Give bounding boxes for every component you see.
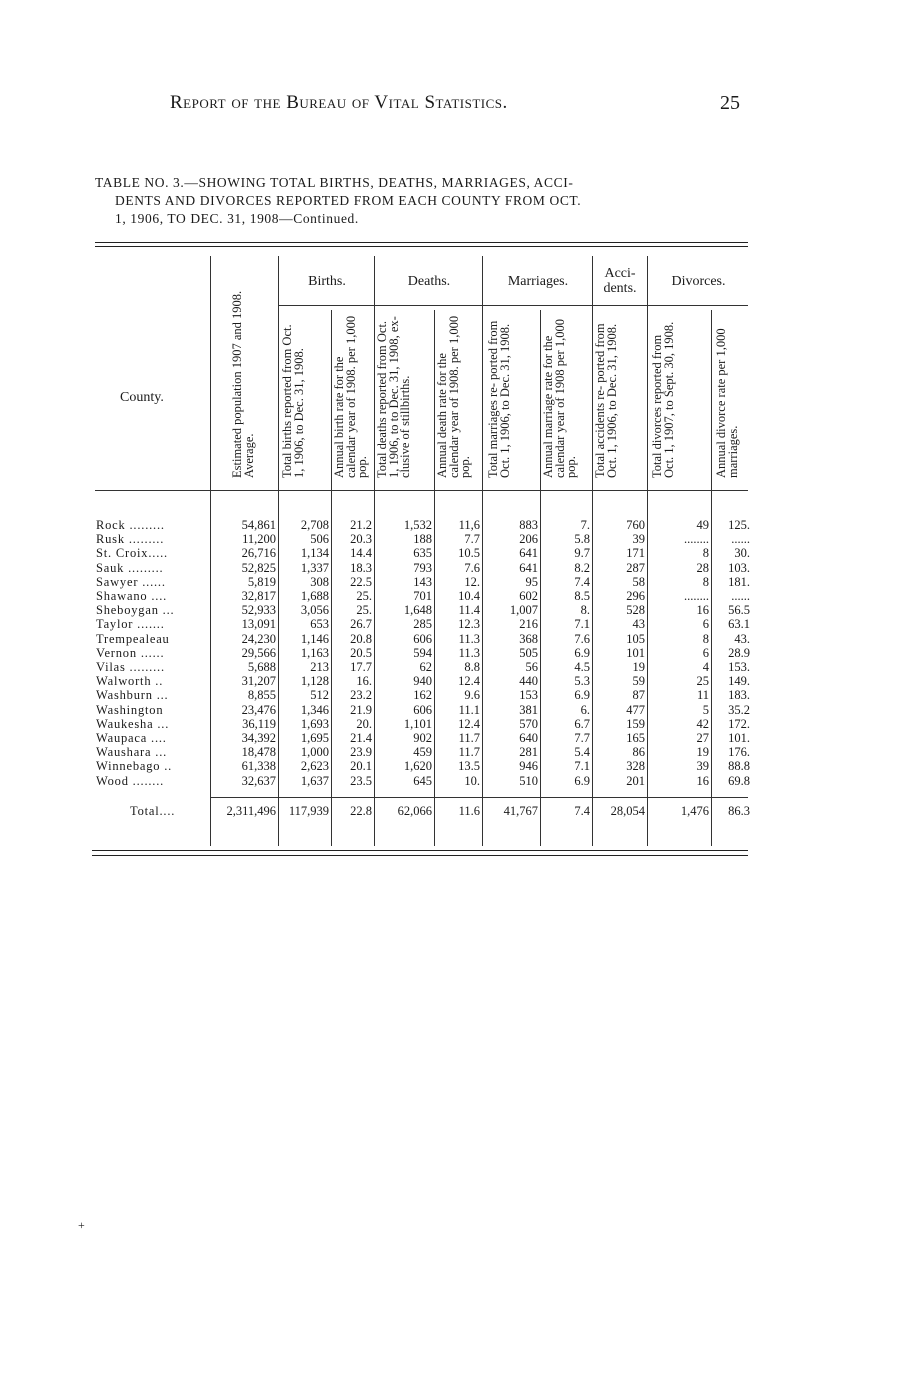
cell-deaths-rate: 12.4 (458, 716, 480, 731)
cell-births: 506 (310, 532, 329, 547)
cell-deaths: 188 (413, 532, 432, 547)
table-caption (95, 174, 755, 228)
cell-marriages-rate: 5.4 (574, 745, 590, 760)
county-name: Winnebago .. (96, 759, 173, 774)
cell-deaths-rate: 11.7 (458, 745, 480, 760)
cell-pop: 54,861 (241, 518, 276, 532)
cell-divorce-rate: ...... (731, 589, 750, 603)
cell-births-rate: 21.2 (350, 518, 372, 532)
cell-divorces: 8 (702, 546, 709, 561)
total-divorce-rate: 86.3 (728, 804, 750, 818)
divorces-group-rule (647, 305, 748, 306)
county-name: Waupaca .... (96, 731, 167, 745)
cell-divorces: 4 (702, 660, 709, 674)
cell-deaths: 940 (413, 674, 432, 689)
cell-births-rate: 20.3 (350, 532, 372, 547)
accidents-group-header: Acci- dents. (603, 266, 637, 296)
cell-pop: 31,207 (241, 674, 276, 689)
cell-deaths-rate: 11.7 (458, 731, 480, 745)
cell-deaths-rate: 11.3 (458, 645, 480, 660)
cell-accidents: 528 (626, 603, 645, 618)
cell-deaths-rate: 10.4 (458, 589, 480, 603)
cell-divorce-rate: 125. (728, 518, 750, 532)
cell-divorce-rate: 181. (728, 574, 750, 589)
table-row (0, 532, 900, 547)
table-row (0, 759, 900, 774)
caption-line-1: TABLE NO. 3.—SHOWING TOTAL BIRTHS, DEATHS, MARRIAGES, ACCI- (95, 175, 574, 190)
total-pop: 2,311,496 (226, 804, 276, 818)
caption-line-2: DENTS AND DIVORCES REPORTED FROM EACH COUNTY FROM OCT. (115, 193, 582, 208)
cell-deaths: 1,101 (403, 716, 432, 731)
county-name: Walworth .. (96, 674, 164, 689)
cell-births-rate: 17.7 (350, 660, 372, 674)
table-row (0, 646, 900, 661)
marriages-rate-column-header: Annual marriage rate for the calendar year of 1908 per 1,000 pop. (541, 319, 579, 478)
county-name: Wood ........ (96, 773, 165, 788)
county-name: St. Croix..... (96, 546, 168, 561)
county-name: Shawano .... (96, 589, 168, 603)
cell-pop: 5,819 (247, 574, 276, 589)
cell-marriages: 56 (525, 660, 538, 674)
cell-divorces: 19 (696, 745, 709, 760)
cell-marriages: 883 (519, 518, 538, 532)
cell-divorce-rate: ...... (731, 532, 750, 547)
cell-deaths: 902 (413, 731, 432, 745)
cell-births: 1,163 (300, 645, 329, 660)
cell-pop: 52,825 (241, 560, 276, 575)
cell-accidents: 58 (632, 574, 645, 589)
cell-births-rate: 16. (356, 674, 372, 689)
cell-births-rate: 23.2 (350, 688, 372, 703)
cell-divorces: 8 (702, 631, 709, 646)
divorces-total-column-header: Total divorces reported from Oct. 1, 1907, to Sept. 30, 1908. (650, 321, 676, 478)
running-title: Report of the Bureau of Vital Statistics. (170, 92, 508, 113)
cell-marriages: 602 (519, 589, 538, 603)
cell-deaths: 645 (413, 773, 432, 788)
cell-divorces: 25 (696, 674, 709, 689)
cell-marriages: 381 (519, 702, 538, 717)
births-group-rule (278, 305, 374, 306)
cell-accidents: 101 (626, 645, 645, 660)
births-rate-column-header: Annual birth rate for the calendar year of 1908. per 1,000 pop. (332, 315, 370, 478)
cell-accidents: 39 (632, 532, 645, 547)
cell-deaths: 701 (413, 589, 432, 603)
cell-pop: 52,933 (241, 603, 276, 618)
cell-marriages: 95 (525, 574, 538, 589)
cell-divorce-rate: 35.2 (728, 702, 750, 717)
cell-marriages: 641 (519, 546, 538, 561)
cell-births: 1,134 (300, 546, 329, 561)
county-name: Rock ......... (96, 518, 165, 532)
accidents-total-column-header: Total accidents re- ported from Oct. 1, 1906, to Dec. 31, 1908. (593, 323, 619, 478)
cell-marriages-rate: 6.9 (574, 645, 590, 660)
cell-births-rate: 14.4 (350, 546, 372, 561)
cell-deaths-rate: 12. (464, 574, 480, 589)
cell-marriages-rate: 9.7 (574, 546, 590, 561)
cell-births: 1,693 (300, 716, 329, 731)
cell-deaths-rate: 7.6 (464, 560, 480, 575)
table-row (0, 575, 900, 590)
cell-accidents: 171 (626, 546, 645, 561)
cell-births: 1,695 (300, 731, 329, 745)
cell-marriages-rate: 7.7 (574, 731, 590, 745)
total-label: Total.... (130, 804, 176, 818)
cell-accidents: 86 (632, 745, 645, 760)
cell-births: 2,708 (300, 518, 329, 532)
cell-marriages-rate: 6.7 (574, 716, 590, 731)
cell-births: 653 (310, 617, 329, 632)
total-marriages-rate: 7.4 (574, 804, 590, 818)
total-marriages: 41,767 (503, 804, 538, 818)
cell-pop: 23,476 (241, 702, 276, 717)
table-row (0, 731, 900, 746)
births-group-header: Births. (308, 274, 346, 289)
cell-births: 3,056 (300, 603, 329, 618)
cell-deaths: 285 (413, 617, 432, 632)
cell-divorce-rate: 183. (728, 688, 750, 703)
divorces-rate-column-header: Annual divorce rate per 1,000 marriages. (714, 328, 740, 478)
cell-births: 1,000 (300, 745, 329, 760)
cell-deaths-rate: 9.6 (464, 688, 480, 703)
table-row (0, 603, 900, 618)
cell-deaths-rate: 11.1 (458, 702, 480, 717)
cell-divorces: 28 (696, 560, 709, 575)
cell-pop: 34,392 (241, 731, 276, 745)
cell-divorce-rate: 69.8 (728, 773, 750, 788)
cell-accidents: 287 (626, 560, 645, 575)
cell-divorce-rate: 30. (734, 546, 750, 561)
cell-marriages-rate: 7.6 (574, 631, 590, 646)
cell-accidents: 159 (626, 716, 645, 731)
cell-divorces: 16 (696, 773, 709, 788)
cell-marriages-rate: 6.9 (574, 773, 590, 788)
total-top-rule (210, 797, 748, 798)
header-bottom-rule (95, 490, 748, 491)
cell-births-rate: 25. (356, 589, 372, 603)
cell-divorce-rate: 88.8 (728, 759, 750, 774)
cell-marriages: 570 (519, 716, 538, 731)
cell-divorces: 49 (696, 518, 709, 532)
cell-marriages: 505 (519, 645, 538, 660)
table-row (0, 717, 900, 732)
table-row (0, 703, 900, 718)
cell-accidents: 59 (632, 674, 645, 689)
county-name: Waushara ... (96, 745, 168, 760)
cell-divorce-rate: 56.5 (728, 603, 750, 618)
cell-deaths: 606 (413, 631, 432, 646)
table-row (0, 617, 900, 632)
deaths-rate-column-header: Annual death rate for the calendar year of 1908. per 1,000 pop. (435, 315, 473, 478)
total-births-rate: 22.8 (350, 804, 372, 818)
cell-accidents: 43 (632, 617, 645, 632)
cell-pop: 8,855 (247, 688, 276, 703)
table-bottom-rule (92, 850, 748, 851)
cell-deaths-rate: 11.4 (458, 603, 480, 618)
cell-marriages: 641 (519, 560, 538, 575)
divorces-group-header: Divorces. (671, 274, 726, 289)
table-row (0, 589, 900, 604)
cell-births-rate: 21.9 (350, 702, 372, 717)
county-name: Vilas ......... (96, 660, 165, 674)
cell-deaths: 62 (419, 660, 432, 674)
table-row (0, 688, 900, 703)
cell-pop: 32,637 (241, 773, 276, 788)
cell-accidents: 296 (626, 589, 645, 603)
cell-divorces: 27 (696, 731, 709, 745)
cell-births: 2,623 (300, 759, 329, 774)
cell-births: 512 (310, 688, 329, 703)
cell-marriages: 281 (519, 745, 538, 760)
deaths-group-rule (374, 305, 482, 306)
table-row (0, 632, 900, 647)
cell-births: 1,637 (300, 773, 329, 788)
cell-accidents: 105 (626, 631, 645, 646)
cell-births-rate: 21.4 (350, 731, 372, 745)
cell-divorces: 5 (702, 702, 709, 717)
cell-marriages: 216 (519, 617, 538, 632)
cell-deaths-rate: 12.3 (458, 617, 480, 632)
cell-pop: 32,817 (241, 589, 276, 603)
cell-accidents: 477 (626, 702, 645, 717)
cell-deaths-rate: 10. (464, 773, 480, 788)
cell-marriages: 368 (519, 631, 538, 646)
marriages-total-column-header: Total marriages re- ported from Oct. 1, 1906, to Dec. 31, 1908. (486, 320, 512, 478)
cell-marriages-rate: 7.1 (574, 759, 590, 774)
cell-marriages-rate: 7.4 (574, 574, 590, 589)
cell-deaths-rate: 7.7 (464, 532, 480, 547)
cell-marriages: 440 (519, 674, 538, 689)
county-name: Sauk ......... (96, 560, 164, 575)
cell-divorce-rate: 153. (728, 660, 750, 674)
cell-deaths: 1,620 (403, 759, 432, 774)
cell-divorce-rate: 149. (728, 674, 750, 689)
cell-pop: 5,688 (247, 660, 276, 674)
cell-marriages: 640 (519, 731, 538, 745)
cell-deaths-rate: 12.4 (458, 674, 480, 689)
county-name: Rusk ......... (96, 532, 165, 547)
cell-divorces: 42 (696, 716, 709, 731)
cell-marriages-rate: 6. (580, 702, 590, 717)
cell-marriages-rate: 8. (580, 603, 590, 618)
cell-marriages-rate: 6.9 (574, 688, 590, 703)
cell-pop: 13,091 (241, 617, 276, 632)
cell-births-rate: 20.1 (350, 759, 372, 774)
county-name: Waukesha ... (96, 716, 170, 731)
page-number: 25 (720, 92, 740, 114)
table-top-rule (95, 242, 748, 243)
cell-births-rate: 23.9 (350, 745, 372, 760)
cell-births: 308 (310, 574, 329, 589)
table-bottom-rule-2 (92, 855, 748, 856)
cell-divorces: ........ (684, 589, 709, 603)
cell-marriages: 946 (519, 759, 538, 774)
cell-deaths: 635 (413, 546, 432, 561)
cell-marriages: 206 (519, 532, 538, 547)
cell-births: 1,146 (300, 631, 329, 646)
cell-accidents: 87 (632, 688, 645, 703)
total-accidents: 28,054 (610, 804, 645, 818)
cell-divorces: 6 (702, 645, 709, 660)
cell-pop: 61,338 (241, 759, 276, 774)
deaths-group-header: Deaths. (407, 274, 451, 289)
caption-line-3: 1, 1906, TO DEC. 31, 1908—Continued. (115, 211, 359, 226)
deaths-total-column-header: Total deaths reported from Oct. 1, 1906, to to Dec. 31, 1908, ex- clusive of stillbirths. (375, 316, 413, 478)
cell-deaths-rate: 8.8 (464, 660, 480, 674)
county-name: Sheboygan ... (96, 603, 175, 618)
cell-divorce-rate: 101. (728, 731, 750, 745)
cell-divorce-rate: 103. (728, 560, 750, 575)
table-top-rule-2 (95, 246, 748, 247)
cell-deaths: 143 (413, 574, 432, 589)
cell-marriages-rate: 7.1 (574, 617, 590, 632)
cell-pop: 26,716 (241, 546, 276, 561)
cell-pop: 29,566 (241, 645, 276, 660)
cell-marriages-rate: 8.2 (574, 560, 590, 575)
cell-pop: 24,230 (241, 631, 276, 646)
population-column-header: Estimated population 1907 and 1908. Average. (230, 290, 256, 478)
table-row (0, 674, 900, 689)
total-row (0, 804, 900, 819)
cell-divorces: 8 (702, 574, 709, 589)
cell-deaths: 594 (413, 645, 432, 660)
cell-marriages: 153 (519, 688, 538, 703)
cell-births-rate: 26.7 (350, 617, 372, 632)
cell-deaths: 162 (413, 688, 432, 703)
cell-deaths-rate: 13.5 (458, 759, 480, 774)
cell-marriages-rate: 8.5 (574, 589, 590, 603)
cell-pop: 11,200 (242, 532, 276, 547)
table-row (0, 745, 900, 760)
cell-divorce-rate: 172. (728, 716, 750, 731)
cell-accidents: 165 (626, 731, 645, 745)
cell-deaths: 1,532 (403, 518, 432, 532)
cell-divorces: 39 (696, 759, 709, 774)
cell-marriages: 1,007 (509, 603, 538, 618)
county-name: Sawyer ...... (96, 574, 166, 589)
cell-divorce-rate: 176. (728, 745, 750, 760)
cell-births: 1,688 (300, 589, 329, 603)
county-name: Washington (96, 702, 164, 717)
cell-accidents: 19 (632, 660, 645, 674)
cell-deaths: 793 (413, 560, 432, 575)
cell-births-rate: 18.3 (350, 560, 372, 575)
cell-accidents: 760 (626, 518, 645, 532)
cell-accidents: 201 (626, 773, 645, 788)
table-row (0, 518, 900, 533)
cell-divorces: 11 (696, 688, 709, 703)
cell-marriages-rate: 4.5 (574, 660, 590, 674)
cell-deaths: 606 (413, 702, 432, 717)
table-row (0, 546, 900, 561)
cell-births: 1,346 (300, 702, 329, 717)
cell-births: 213 (310, 660, 329, 674)
total-births: 117,939 (288, 804, 329, 818)
cell-marriages: 510 (519, 773, 538, 788)
cell-divorces: 6 (702, 617, 709, 632)
cell-deaths: 459 (413, 745, 432, 760)
marriages-group-header: Marriages. (507, 274, 569, 289)
cell-births-rate: 20. (356, 716, 372, 731)
cell-deaths-rate: 10.5 (458, 546, 480, 561)
marriages-group-rule (482, 305, 592, 306)
cell-deaths-rate: 11.3 (458, 631, 480, 646)
cell-divorce-rate: 28.9 (728, 645, 750, 660)
cell-marriages-rate: 7. (580, 518, 590, 532)
cell-divorce-rate: 63.1 (728, 617, 750, 632)
cell-births-rate: 20.8 (350, 631, 372, 646)
cell-births: 1,128 (300, 674, 329, 689)
cell-births-rate: 22.5 (350, 574, 372, 589)
cell-pop: 18,478 (241, 745, 276, 760)
accidents-group-rule (592, 305, 647, 306)
total-divorces: 1,476 (680, 804, 709, 818)
cell-accidents: 328 (626, 759, 645, 774)
cell-pop: 36,119 (242, 716, 276, 731)
cell-births-rate: 23.5 (350, 773, 372, 788)
cell-births: 1,337 (300, 560, 329, 575)
cell-marriages-rate: 5.8 (574, 532, 590, 547)
table-row (0, 774, 900, 789)
county-name: Trempealeau (96, 631, 170, 646)
county-column-header: County. (120, 390, 164, 405)
cell-marriages-rate: 5.3 (574, 674, 590, 689)
cell-divorce-rate: 43. (734, 631, 750, 646)
table-row (0, 561, 900, 576)
total-deaths-rate: 11.6 (458, 804, 480, 818)
cell-deaths-rate: 11,6 (458, 518, 480, 532)
stray-mark: + (78, 1218, 85, 1232)
county-name: Taylor ....... (96, 617, 165, 632)
cell-births-rate: 25. (356, 603, 372, 618)
cell-deaths: 1,648 (403, 603, 432, 618)
cell-divorces: 16 (696, 603, 709, 618)
county-name: Washburn ... (96, 688, 169, 703)
county-name: Vernon ...... (96, 645, 165, 660)
cell-divorces: ........ (684, 532, 709, 547)
running-head (170, 92, 740, 122)
table-row (0, 660, 900, 675)
births-total-column-header: Total births reported from Oct. 1, 1906, to Dec. 31, 1908. (280, 324, 306, 478)
total-deaths: 62,066 (397, 804, 432, 818)
cell-births-rate: 20.5 (350, 645, 372, 660)
